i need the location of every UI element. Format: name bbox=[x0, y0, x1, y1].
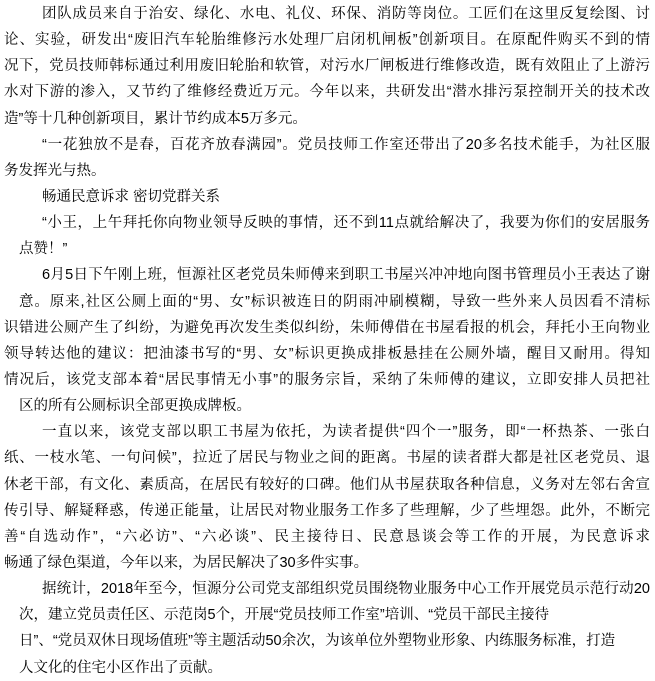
text-line: 况下，党员技师韩标通过利用废旧轮胎和软管，对污水厂闸板进行维修改造，既有效阻止了上游污 bbox=[4, 58, 650, 75]
text-line: 论、实验，研发出“废旧汽车轮胎维修污水处理厂启闭机闸板”创新项目。在原配件购买不到的情 bbox=[4, 32, 650, 49]
section-subheading: 畅通民意诉求 密切党群关系 bbox=[42, 188, 221, 205]
text-line: 情况后，该党支部本着“居民事情无小事”的服务宗旨，采纳了朱师傅的建议，立即安排人员把社 bbox=[4, 371, 650, 388]
text-line: 领导转达他的建议：把油漆书写的“男、女”标识更换成排板悬挂在公厕外墙，醒目又耐用。得知 bbox=[4, 345, 650, 362]
text-line: 点赞！” bbox=[19, 241, 68, 258]
text-line: 善“自选动作”，“六必访”、“六必谈”、民主接待日、民意恳谈会等工作的开展，为民意诉求 bbox=[4, 528, 650, 545]
text-line: 据统计，2018年至今，恒源分公司党支部组织党员围绕物业服务中心工作开展党员示范行动20 bbox=[42, 581, 650, 598]
text-line: 传引导、解疑释惑，传递正能量，让居民对物业服务工作多了些理解，少了些埋怨。此外，不断完 bbox=[4, 502, 650, 519]
text-line: 区的所有公厕标识全部更换成牌板。 bbox=[19, 398, 251, 415]
text-line: 次，建立党员责任区、示范岗5个，开展“党员技师工作室”培训、“党员干部民主接待 bbox=[19, 607, 550, 624]
text-line: 造”等十几种创新项目，累计节约成本5万多元。 bbox=[4, 110, 307, 127]
text-line: 一直以来，该党支部以职工书屋为依托，为读者提供“四个一”服务，即“一杯热茶、一张白 bbox=[42, 424, 650, 441]
text-line: “一花独放不是春，百花齐放春满园”。党员技师工作室还带出了20多名技术能手，为社区服 bbox=[42, 136, 650, 153]
text-line: “小王，上午拜托你向物业领导反映的事情，还不到11点就给解决了，我要为你们的安居服务 bbox=[42, 215, 650, 232]
text-line: 日”、“党员双休日现场值班”等主题活动50余次，为该单位外塑物业形象、内练服务标准，打造 bbox=[19, 633, 616, 650]
text-line: 畅通了绿色渠道，今年以来，为居民解决了30多件实事。 bbox=[4, 554, 369, 571]
text-line: 人文化的住宅小区作出了贡献。 bbox=[19, 659, 222, 676]
text-line: 水对下游的渗入，又节约了维修经费近万元。今年以来，共研发出“潜水排污泵控制开关的技术改 bbox=[4, 84, 650, 101]
text-line: 识错进公厕产生了纠纷，为避免再次发生类似纠纷，朱师傅借在书屋看报的机会，拜托小王向物业 bbox=[4, 319, 650, 336]
text-line: 团队成员来自于治安、绿化、水电、礼仪、环保、消防等岗位。工匠们在这里反复绘图、讨 bbox=[42, 6, 650, 22]
text-line: 意。原来,社区公厕上面的“男、女”标识被连日的阴雨冲刷模糊，导致一些外来人员因看不清标 bbox=[19, 293, 650, 310]
text-line: 6月5日下午刚上班，恒源社区老党员朱师傅来到职工书屋兴冲冲地向图书管理员小王表达了谢 bbox=[42, 267, 650, 284]
text-line: 纸、一枝水笔、一句问候”，拉近了居民与物业之间的距离。书屋的读者群大都是社区老党员、退 bbox=[4, 450, 650, 467]
text-line: 务发挥光与热。 bbox=[4, 162, 106, 179]
text-line: 休老干部，有文化、素质高，在居民有较好的口碑。他们从书屋获取各种信息，义务对左邻右舍宣 bbox=[4, 476, 650, 493]
